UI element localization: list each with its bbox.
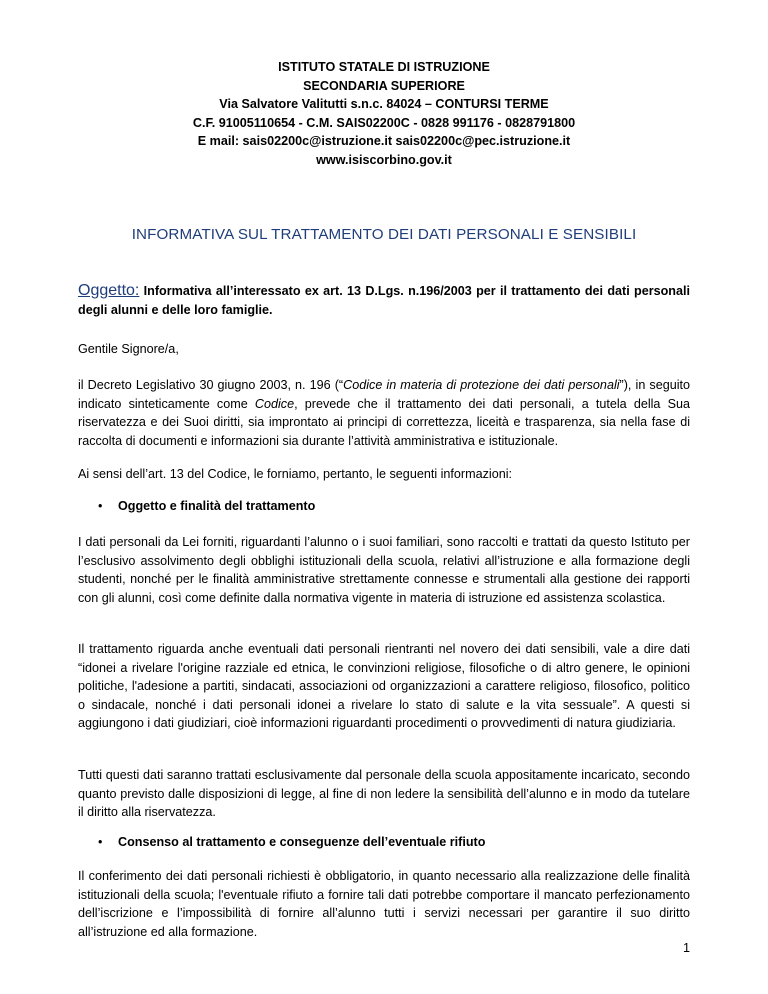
header-line-6: www.isiscorbino.gov.it [316, 152, 452, 167]
intro-after: , prevede che il trattamento dei dati personali, a tutela della Sua riservatezza e dei Suoi diritti, sia improntato ai principi di correttezza, liceità e trasparenza, sia nella fase di raccolta di documenti e informazioni sia durante l’attività amministrativa e istituzionale. [78, 396, 690, 448]
header-line-3: Via Salvatore Valitutti s.n.c. 84024 – CONTURSI TERME [219, 97, 549, 112]
section2-heading [98, 835, 485, 849]
header-line-5: E mail: sais02200c@istruzione.it sais02200c@pec.istruzione.it [197, 134, 571, 149]
header-line-4: C.F. 91005110654 - C.M. SAIS02200C - 0828 991176 - 0828791800 [192, 115, 576, 130]
school-header [0, 58, 768, 170]
section2-heading-text: Consenso al trattamento e conseguenze dell’eventuale rifiuto [118, 835, 486, 849]
bullet-icon: • [98, 499, 103, 513]
intro-italic-codice: Codice [254, 396, 295, 411]
ai-sensi-paragraph: Ai sensi dell’art. 13 del Codice, le forniamo, pertanto, le seguenti informazioni: [78, 467, 513, 481]
intro-middle: ”), in seguito indicato sinteticamente come [78, 378, 691, 411]
intro-paragraph [78, 376, 690, 450]
header-line-2: SECONDARIA SUPERIORE [303, 78, 465, 93]
document-title: INFORMATIVA SUL TRATTAMENTO DEI DATI PERSONALI E SENSIBILI [131, 226, 637, 243]
section1-heading [98, 499, 315, 513]
subject-label: Oggetto: [78, 282, 140, 299]
section1-heading-text: Oggetto e finalità del trattamento [118, 499, 316, 513]
subject-block [78, 282, 690, 319]
intro-italic-codice-title: Codice in materia di protezione dei dati personali [343, 378, 620, 392]
bullet-icon: • [98, 835, 103, 849]
section1-paragraph-3: Tutti questi dati saranno trattati esclusivamente dal personale della scuola appositamente incaricato, secondo quanto previsto dalle disposizioni di legge, al fine di non ledere la sensibilità dell’alunno e in modo da tutelare il diritto alla riservatezza. [78, 768, 690, 820]
intro-before: il Decreto Legislativo 30 giugno 2003, n. 196 (“ [78, 378, 344, 392]
section1-paragraph-1: I dati personali da Lei forniti, riguardanti l’alunno o i suoi familiari, sono raccolti e trattati da questo Istituto per l’esclusivo assolvimento degli obblighi istituzionali della scuola, relativi all’istruzione e alla formazione degli studenti, nonché per le finalità amministrative strettamente connesse e strumentali alla gestione dei rapporti con gli alunni, così come definite dalla normativa vigente in materia di istruzione ed assistenza scolastica. [78, 535, 690, 605]
page-number: 1 [682, 941, 690, 955]
greeting: Gentile Signore/a, [78, 342, 179, 356]
subject-text: Informativa all’interessato ex art. 13 D.Lgs. n.196/2003 per il trattamento dei dati personali degli alunni e delle loro famiglie. [78, 284, 690, 317]
section2-paragraph-1: Il conferimento dei dati personali richiesti è obbligatorio, in quanto necessario alla realizzazione delle finalità istituzionali della scuola; l'eventuale rifiuto a fornire tali dati potrebbe comportare il mancato perfezionamento dell’iscrizione e l’impossibilità di fornire all’alunno tutti i servizi necessari per garantire il suo diritto all’istruzione ed alla formazione. [78, 869, 690, 939]
section1-paragraph-2: Il trattamento riguarda anche eventuali dati personali rientranti nel novero dei dati sensibili, vale a dire dati “idonei a rivelare l'origine razziale ed etnica, le convinzioni religiose, filosofiche o di altro genere, le opinioni politiche, l'adesione a partiti, sindacati, associazioni od organizzazioni a carattere religioso, filosofico, politico o sindacale, nonché i dati personali idonei a rivelare lo stato di salute e la vita sessuale”. A questi si aggiungono i dati giudiziari, cioè informazioni riguardanti procedimenti o provvedimenti di natura giudiziaria. [78, 642, 690, 731]
header-line-1: ISTITUTO STATALE DI ISTRUZIONE [278, 60, 490, 74]
